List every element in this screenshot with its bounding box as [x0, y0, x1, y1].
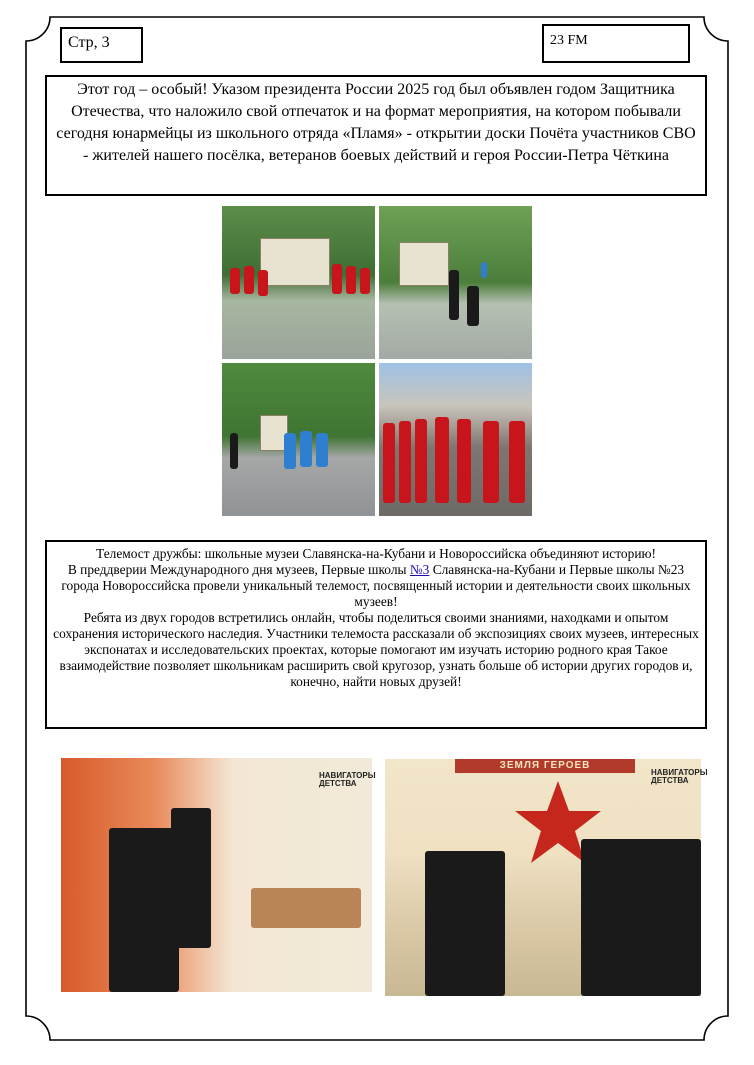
- school-number-link[interactable]: №3: [409, 562, 430, 577]
- photo-honor-board-group: [222, 206, 375, 359]
- honor-board: [399, 242, 449, 286]
- issue-box: [542, 24, 690, 63]
- page-number: Стр, 3: [68, 34, 110, 51]
- museum-banner: ЗЕМЛЯ ГЕРОЕВ: [455, 759, 635, 773]
- intro-text: Этот год – особый! Указом президента России 2025 год был объявлен годом Защитника Отечества, что наложило свой отпечаток и на формат мероприятия, на котором побывали сегодня юнармейцы из школьного отряда «Пламя» - открытии доски Почёта участников СВО - жителей нашего посёлка, ветеранов боевых действий и героя России-Петра Чёткина: [56, 81, 696, 164]
- photo-speaker-microphone: [379, 206, 532, 359]
- article-headline: Телемост дружбы: школьные музеи Славянска-на-Кубани и Новороссийска объединяют историю!: [96, 546, 656, 561]
- issue-label: 23 FM: [550, 33, 588, 48]
- navigators-logo: НАВИГАТОРЫ ДЕТСТВА: [651, 768, 708, 785]
- article-box: [45, 540, 707, 729]
- photo-classroom-students: [61, 758, 376, 992]
- page-number-box: [60, 27, 143, 63]
- article-paragraph-1: В преддверии Международного дня музеев, Первые школы №3 Славянска-на-Кубани и Первые школы №23 города Новороссийска провели уникальный телемост, посвященный истории и деятельности своих школьных музеев!: [61, 562, 691, 609]
- photo-dance-ensemble: [222, 363, 375, 516]
- navigators-logo: НАВИГАТОРЫ ДЕТСТВА: [319, 771, 376, 788]
- photo-cadets-in-line: [379, 363, 532, 516]
- intro-text-box: [45, 75, 707, 196]
- photo-museum-presentation: [385, 759, 708, 996]
- article-paragraph-2: Ребята из двух городов встретились онлайн, чтобы поделиться своими знаниями, находками и опытом сохранения исторического наследия. Участники телемоста рассказали об экспозициях своих музеев, интересных экспонатах и исследовательских проектах, которые помогают им изучать историю родного края Такое взаимодействие позволяет школьникам расширить свой кругозор, узнать больше об истории других городов и, конечно, найти новых друзей!: [53, 610, 699, 689]
- honor-board: [260, 238, 330, 286]
